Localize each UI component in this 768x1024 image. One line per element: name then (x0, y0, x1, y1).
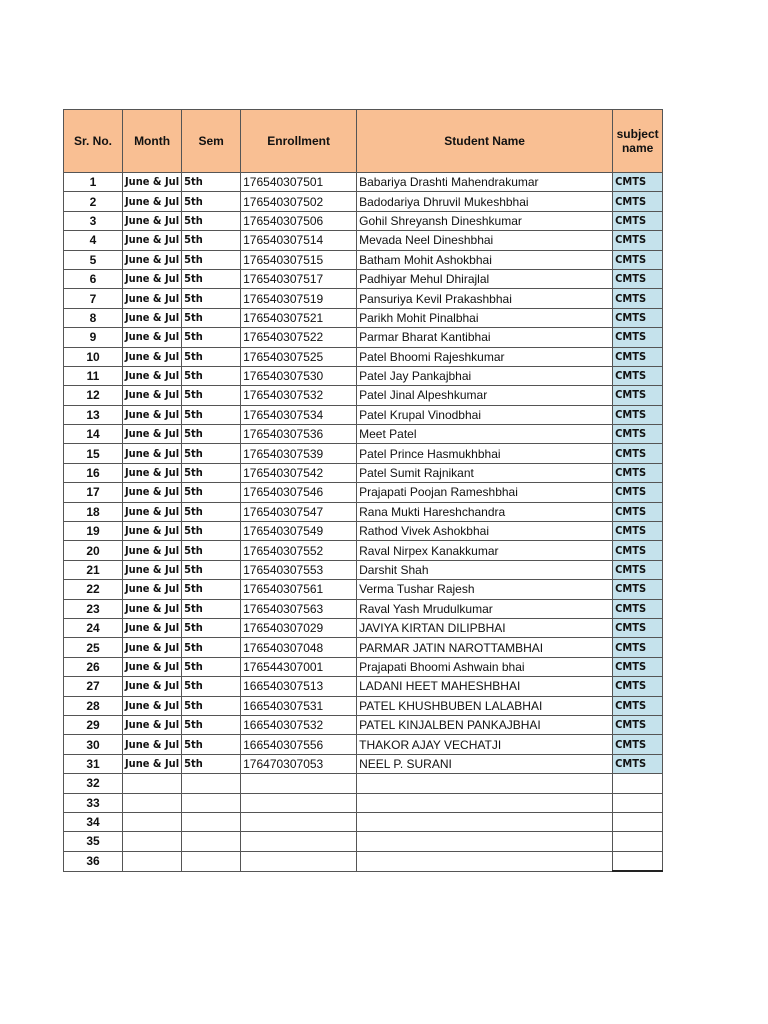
sem-cell[interactable]: 5th (182, 173, 241, 192)
month-cell[interactable]: June & Jul (123, 269, 182, 288)
subject-cell[interactable]: CMTS (613, 328, 663, 347)
subject-cell[interactable]: CMTS (613, 677, 663, 696)
sr-no-cell[interactable]: 27 (64, 677, 123, 696)
student-name-cell[interactable]: PATEL KINJALBEN PANKAJBHAI (357, 715, 613, 734)
header-enrollment[interactable]: Enrollment (241, 110, 357, 173)
enrollment-cell[interactable]: 176540307561 (241, 580, 357, 599)
subject-cell[interactable]: CMTS (613, 715, 663, 734)
month-cell[interactable] (123, 774, 182, 793)
student-name-cell[interactable]: Raval Nirpex Kanakkumar (357, 541, 613, 560)
sem-cell[interactable]: 5th (182, 696, 241, 715)
student-name-cell[interactable]: Raval Yash Mrudulkumar (357, 599, 613, 618)
enrollment-cell[interactable]: 176540307502 (241, 192, 357, 211)
student-name-cell[interactable]: JAVIYA KIRTAN DILIPBHAI (357, 618, 613, 637)
student-name-cell[interactable]: Patel Bhoomi Rajeshkumar (357, 347, 613, 366)
sem-cell[interactable]: 5th (182, 308, 241, 327)
subject-cell[interactable]: CMTS (613, 463, 663, 482)
sr-no-cell[interactable]: 23 (64, 599, 123, 618)
enrollment-cell[interactable]: 176540307048 (241, 638, 357, 657)
subject-cell[interactable]: CMTS (613, 308, 663, 327)
table-row (64, 599, 663, 618)
student-name-cell[interactable]: PATEL KHUSHBUBEN LALABHAI (357, 696, 613, 715)
sr-no-cell[interactable]: 13 (64, 405, 123, 424)
subject-cell[interactable]: CMTS (613, 483, 663, 502)
enrollment-cell[interactable]: 166540307556 (241, 735, 357, 754)
sr-no-cell[interactable]: 11 (64, 366, 123, 385)
table-row (64, 502, 663, 521)
enrollment-cell[interactable] (241, 832, 357, 851)
subject-cell[interactable]: CMTS (613, 173, 663, 192)
enrollment-cell[interactable]: 176540307539 (241, 444, 357, 463)
table-row (64, 638, 663, 657)
enrollment-cell[interactable]: 176540307563 (241, 599, 357, 618)
table-row (64, 347, 663, 366)
sr-no-cell[interactable]: 29 (64, 715, 123, 734)
subject-cell[interactable] (613, 812, 663, 831)
student-name-cell[interactable]: Patel Jinal Alpeshkumar (357, 386, 613, 405)
student-name-cell[interactable]: Patel Prince Hasmukhbhai (357, 444, 613, 463)
header-student-name[interactable]: Student Name (357, 110, 613, 173)
sr-no-cell[interactable]: 19 (64, 522, 123, 541)
month-cell[interactable]: June & Jul (123, 677, 182, 696)
subject-cell[interactable]: CMTS (613, 289, 663, 308)
sr-no-cell[interactable]: 31 (64, 754, 123, 773)
table-row (64, 580, 663, 599)
table-row (64, 211, 663, 230)
enrollment-cell[interactable] (241, 793, 357, 812)
subject-cell[interactable]: CMTS (613, 231, 663, 250)
subject-cell[interactable]: CMTS (613, 425, 663, 444)
sr-no-cell[interactable]: 10 (64, 347, 123, 366)
subject-cell[interactable]: CMTS (613, 250, 663, 269)
subject-cell[interactable]: CMTS (613, 754, 663, 773)
sr-no-cell[interactable]: 24 (64, 618, 123, 637)
sr-no-cell[interactable]: 6 (64, 269, 123, 288)
month-cell[interactable]: June & Jul (123, 483, 182, 502)
subject-cell[interactable]: CMTS (613, 522, 663, 541)
student-name-cell[interactable]: Parikh Mohit Pinalbhai (357, 308, 613, 327)
sem-cell[interactable]: 5th (182, 328, 241, 347)
sem-cell[interactable]: 5th (182, 580, 241, 599)
sem-cell[interactable]: 5th (182, 483, 241, 502)
student-name-cell[interactable] (357, 812, 613, 831)
month-cell[interactable]: June & Jul (123, 328, 182, 347)
sr-no-cell[interactable]: 28 (64, 696, 123, 715)
month-cell[interactable]: June & Jul (123, 444, 182, 463)
sem-cell[interactable] (182, 851, 241, 871)
enrollment-cell[interactable]: 166540307513 (241, 677, 357, 696)
subject-cell[interactable]: CMTS (613, 657, 663, 676)
month-cell[interactable]: June & Jul (123, 231, 182, 250)
enrollment-cell[interactable]: 176540307546 (241, 483, 357, 502)
month-cell[interactable]: June & Jul (123, 599, 182, 618)
sem-cell[interactable]: 5th (182, 522, 241, 541)
sem-cell[interactable]: 5th (182, 735, 241, 754)
student-name-cell[interactable]: LADANI HEET MAHESHBHAI (357, 677, 613, 696)
student-name-cell[interactable] (357, 832, 613, 851)
month-cell[interactable]: June & Jul (123, 211, 182, 230)
subject-cell[interactable]: CMTS (613, 541, 663, 560)
sr-no-cell[interactable]: 35 (64, 832, 123, 851)
student-name-cell[interactable]: Darshit Shah (357, 560, 613, 579)
sem-cell[interactable]: 5th (182, 618, 241, 637)
month-cell[interactable]: June & Jul (123, 638, 182, 657)
student-name-cell[interactable]: Rathod Vivek Ashokbhai (357, 522, 613, 541)
table-row (64, 231, 663, 250)
table-row (64, 250, 663, 269)
month-cell[interactable]: June & Jul (123, 618, 182, 637)
month-cell[interactable]: June & Jul (123, 405, 182, 424)
enrollment-cell[interactable]: 176540307514 (241, 231, 357, 250)
month-cell[interactable]: June & Jul (123, 657, 182, 676)
sr-no-cell[interactable]: 12 (64, 386, 123, 405)
table-row (64, 522, 663, 541)
student-name-cell[interactable]: Rana Mukti Hareshchandra (357, 502, 613, 521)
subject-cell[interactable]: CMTS (613, 192, 663, 211)
sem-cell[interactable]: 5th (182, 599, 241, 618)
month-cell[interactable] (123, 851, 182, 871)
subject-cell[interactable]: CMTS (613, 696, 663, 715)
month-cell[interactable] (123, 832, 182, 851)
student-name-cell[interactable]: Verma Tushar Rajesh (357, 580, 613, 599)
month-cell[interactable]: June & Jul (123, 541, 182, 560)
subject-cell[interactable] (613, 774, 663, 793)
student-name-cell[interactable]: Patel Krupal Vinodbhai (357, 405, 613, 424)
subject-cell[interactable]: CMTS (613, 444, 663, 463)
sr-no-cell[interactable]: 14 (64, 425, 123, 444)
sem-cell[interactable]: 5th (182, 638, 241, 657)
subject-cell[interactable]: CMTS (613, 405, 663, 424)
enrollment-cell[interactable]: 176540307532 (241, 386, 357, 405)
table-row (64, 308, 663, 327)
sem-cell[interactable]: 5th (182, 444, 241, 463)
table-row (64, 463, 663, 482)
sem-cell[interactable] (182, 793, 241, 812)
enrollment-cell[interactable]: 176540307519 (241, 289, 357, 308)
sr-no-cell[interactable]: 34 (64, 812, 123, 831)
student-roster-table (63, 109, 663, 872)
enrollment-cell[interactable]: 176544307001 (241, 657, 357, 676)
sr-no-cell[interactable]: 32 (64, 774, 123, 793)
enrollment-cell[interactable]: 176540307515 (241, 250, 357, 269)
table-row (64, 754, 663, 773)
enrollment-cell[interactable] (241, 774, 357, 793)
table-row (64, 192, 663, 211)
sr-no-cell[interactable]: 5 (64, 250, 123, 269)
sem-cell[interactable]: 5th (182, 211, 241, 230)
subject-cell[interactable]: CMTS (613, 735, 663, 754)
sem-cell[interactable]: 5th (182, 231, 241, 250)
sem-cell[interactable] (182, 832, 241, 851)
sem-cell[interactable]: 5th (182, 502, 241, 521)
table-row (64, 483, 663, 502)
enrollment-cell[interactable]: 176470307053 (241, 754, 357, 773)
enrollment-cell[interactable]: 176540307530 (241, 366, 357, 385)
month-cell[interactable]: June & Jul (123, 366, 182, 385)
sr-no-cell[interactable]: 8 (64, 308, 123, 327)
sr-no-cell[interactable]: 16 (64, 463, 123, 482)
table-row (64, 618, 663, 637)
table-row (64, 173, 663, 192)
sem-cell[interactable] (182, 774, 241, 793)
sr-no-cell[interactable]: 4 (64, 231, 123, 250)
enrollment-cell[interactable]: 176540307542 (241, 463, 357, 482)
enrollment-cell[interactable]: 176540307506 (241, 211, 357, 230)
table-row (64, 696, 663, 715)
enrollment-cell[interactable]: 176540307552 (241, 541, 357, 560)
student-name-cell[interactable]: Patel Jay Pankajbhai (357, 366, 613, 385)
sem-cell[interactable]: 5th (182, 269, 241, 288)
sr-no-cell[interactable]: 25 (64, 638, 123, 657)
table-row (64, 444, 663, 463)
student-name-cell[interactable]: Gohil Shreyansh Dineshkumar (357, 211, 613, 230)
table-row (64, 832, 663, 851)
enrollment-cell[interactable]: 176540307547 (241, 502, 357, 521)
student-name-cell[interactable]: Meet Patel (357, 425, 613, 444)
subject-cell[interactable]: CMTS (613, 366, 663, 385)
student-name-cell[interactable]: PARMAR JATIN NAROTTAMBHAI (357, 638, 613, 657)
month-cell[interactable]: June & Jul (123, 715, 182, 734)
sr-no-cell[interactable]: 22 (64, 580, 123, 599)
month-cell[interactable] (123, 812, 182, 831)
header-subject-name[interactable]: subject name (613, 110, 663, 173)
subject-cell[interactable]: CMTS (613, 580, 663, 599)
table-row (64, 851, 663, 871)
sem-cell[interactable]: 5th (182, 405, 241, 424)
sem-cell[interactable] (182, 812, 241, 831)
student-name-cell[interactable]: THAKOR AJAY VECHATJI (357, 735, 613, 754)
sem-cell[interactable]: 5th (182, 560, 241, 579)
subject-cell[interactable] (613, 793, 663, 812)
sem-cell[interactable]: 5th (182, 754, 241, 773)
spreadsheet-page (63, 109, 663, 872)
sr-no-cell[interactable]: 7 (64, 289, 123, 308)
subject-cell[interactable]: CMTS (613, 618, 663, 637)
table-row (64, 774, 663, 793)
student-name-cell[interactable]: Parmar Bharat Kantibhai (357, 328, 613, 347)
table-row (64, 289, 663, 308)
subject-cell[interactable]: CMTS (613, 638, 663, 657)
month-cell[interactable]: June & Jul (123, 696, 182, 715)
table-row (64, 560, 663, 579)
table-row (64, 541, 663, 560)
subject-cell[interactable]: CMTS (613, 347, 663, 366)
sem-cell[interactable]: 5th (182, 386, 241, 405)
sr-no-cell[interactable]: 33 (64, 793, 123, 812)
sem-cell[interactable]: 5th (182, 347, 241, 366)
student-name-cell[interactable]: Badodariya Dhruvil Mukeshbhai (357, 192, 613, 211)
month-cell[interactable]: June & Jul (123, 502, 182, 521)
enrollment-cell[interactable]: 176540307536 (241, 425, 357, 444)
table-row (64, 793, 663, 812)
student-name-cell[interactable]: Mevada Neel Dineshbhai (357, 231, 613, 250)
subject-cell[interactable]: CMTS (613, 599, 663, 618)
month-cell[interactable]: June & Jul (123, 735, 182, 754)
table-row (64, 677, 663, 696)
month-cell[interactable]: June & Jul (123, 580, 182, 599)
student-name-cell[interactable]: Patel Sumit Rajnikant (357, 463, 613, 482)
month-cell[interactable]: June & Jul (123, 425, 182, 444)
table-row (64, 812, 663, 831)
month-cell[interactable]: June & Jul (123, 463, 182, 482)
month-cell[interactable]: June & Jul (123, 347, 182, 366)
enrollment-cell[interactable]: 176540307029 (241, 618, 357, 637)
student-name-cell[interactable]: Pansuriya Kevil Prakashbhai (357, 289, 613, 308)
table-row (64, 405, 663, 424)
header-row (64, 110, 663, 173)
sem-cell[interactable]: 5th (182, 250, 241, 269)
sem-cell[interactable]: 5th (182, 425, 241, 444)
header-sem[interactable]: Sem (182, 110, 241, 173)
sem-cell[interactable]: 5th (182, 289, 241, 308)
enrollment-cell[interactable]: 176540307525 (241, 347, 357, 366)
subject-cell[interactable]: CMTS (613, 502, 663, 521)
month-cell[interactable]: June & Jul (123, 308, 182, 327)
enrollment-cell[interactable]: 166540307532 (241, 715, 357, 734)
student-name-cell[interactable] (357, 851, 613, 871)
table-row (64, 269, 663, 288)
month-cell[interactable]: June & Jul (123, 289, 182, 308)
sr-no-cell[interactable]: 18 (64, 502, 123, 521)
header-sr-no[interactable]: Sr. No. (64, 110, 123, 173)
sr-no-cell[interactable]: 17 (64, 483, 123, 502)
student-name-cell[interactable]: Prajapati Bhoomi Ashwain bhai (357, 657, 613, 676)
sem-cell[interactable]: 5th (182, 715, 241, 734)
month-cell[interactable]: June & Jul (123, 250, 182, 269)
sr-no-cell[interactable]: 26 (64, 657, 123, 676)
enrollment-cell[interactable]: 176540307534 (241, 405, 357, 424)
sr-no-cell[interactable]: 3 (64, 211, 123, 230)
enrollment-cell[interactable] (241, 812, 357, 831)
sr-no-cell[interactable]: 20 (64, 541, 123, 560)
student-name-cell[interactable]: Padhiyar Mehul Dhirajlal (357, 269, 613, 288)
month-cell[interactable]: June & Jul (123, 173, 182, 192)
table-row (64, 386, 663, 405)
sem-cell[interactable]: 5th (182, 657, 241, 676)
enrollment-cell[interactable]: 176540307501 (241, 173, 357, 192)
table-row (64, 328, 663, 347)
table-row (64, 735, 663, 754)
enrollment-cell[interactable]: 176540307521 (241, 308, 357, 327)
enrollment-cell[interactable]: 176540307549 (241, 522, 357, 541)
sem-cell[interactable]: 5th (182, 677, 241, 696)
sr-no-cell[interactable]: 1 (64, 173, 123, 192)
sr-no-cell[interactable]: 36 (64, 851, 123, 871)
month-cell[interactable]: June & Jul (123, 522, 182, 541)
table-row (64, 657, 663, 676)
sr-no-cell[interactable]: 15 (64, 444, 123, 463)
subject-cell[interactable]: CMTS (613, 211, 663, 230)
header-month[interactable]: Month (123, 110, 182, 173)
month-cell[interactable]: June & Jul (123, 560, 182, 579)
sr-no-cell[interactable]: 30 (64, 735, 123, 754)
enrollment-cell[interactable]: 176540307517 (241, 269, 357, 288)
table-row (64, 366, 663, 385)
sr-no-cell[interactable]: 21 (64, 560, 123, 579)
student-name-cell[interactable]: Batham Mohit Ashokbhai (357, 250, 613, 269)
enrollment-cell[interactable]: 176540307553 (241, 560, 357, 579)
sem-cell[interactable]: 5th (182, 366, 241, 385)
month-cell[interactable]: June & Jul (123, 754, 182, 773)
table-row (64, 715, 663, 734)
student-name-cell[interactable]: Prajapati Poojan Rameshbhai (357, 483, 613, 502)
month-cell[interactable]: June & Jul (123, 386, 182, 405)
sem-cell[interactable]: 5th (182, 541, 241, 560)
subject-cell[interactable]: CMTS (613, 269, 663, 288)
table-row (64, 425, 663, 444)
sr-no-cell[interactable]: 9 (64, 328, 123, 347)
sr-no-cell[interactable]: 2 (64, 192, 123, 211)
enrollment-cell[interactable]: 166540307531 (241, 696, 357, 715)
student-name-cell[interactable] (357, 774, 613, 793)
enrollment-cell[interactable] (241, 851, 357, 871)
student-name-cell[interactable]: NEEL P. SURANI (357, 754, 613, 773)
student-name-cell[interactable] (357, 793, 613, 812)
enrollment-cell[interactable]: 176540307522 (241, 328, 357, 347)
subject-cell[interactable]: CMTS (613, 560, 663, 579)
subject-cell[interactable] (613, 851, 663, 871)
sem-cell[interactable]: 5th (182, 463, 241, 482)
subject-cell[interactable]: CMTS (613, 386, 663, 405)
table-body (64, 173, 663, 872)
subject-cell[interactable] (613, 832, 663, 851)
month-cell[interactable]: June & Jul (123, 192, 182, 211)
month-cell[interactable] (123, 793, 182, 812)
student-name-cell[interactable]: Babariya Drashti Mahendrakumar (357, 173, 613, 192)
sem-cell[interactable]: 5th (182, 192, 241, 211)
